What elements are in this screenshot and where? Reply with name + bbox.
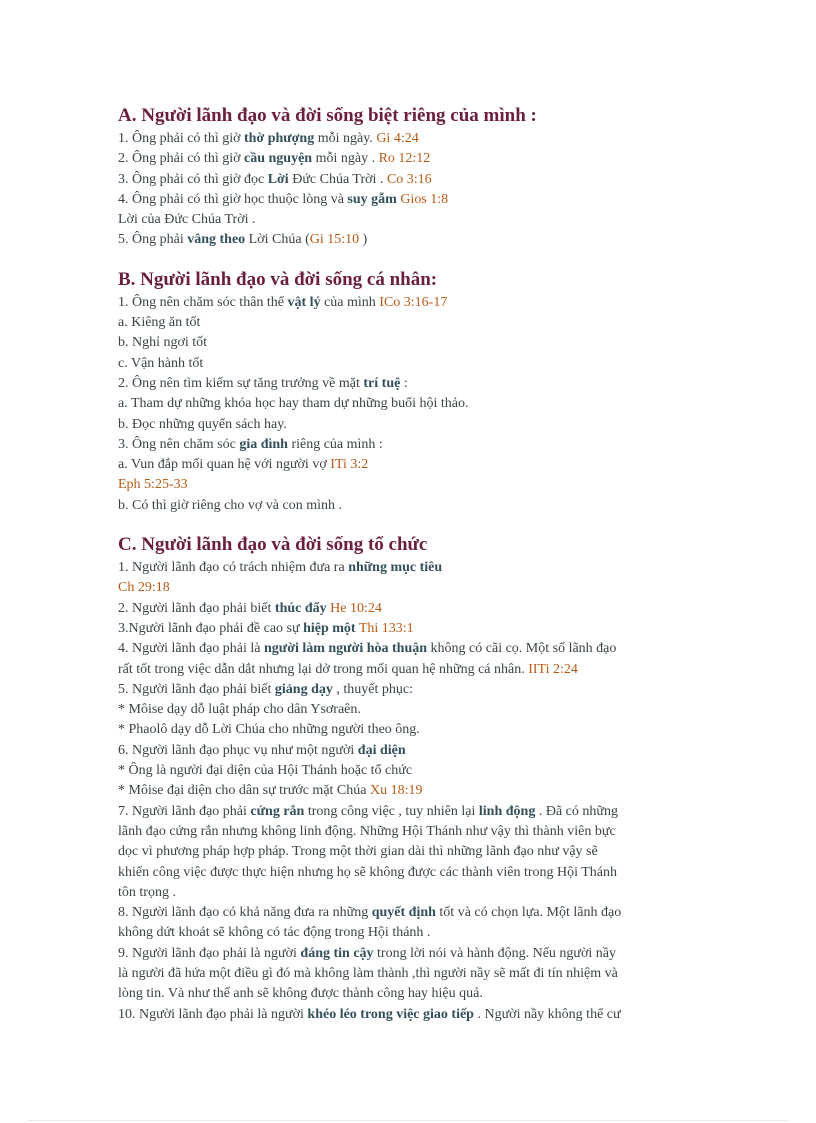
text-run: Đức Chúa Trời . [288,171,387,187]
text-run: 4. Người lãnh đạo phải là [118,641,265,657]
text-line [118,923,708,943]
text-run: * Ông là người đại diện của Hội Thánh hoặc tổ chức [118,763,413,779]
text-run: b. Có thì giờ riêng cho vợ và con mình . [118,497,342,513]
text-line [118,293,708,313]
emphasis-term: những mục tiêu [348,560,443,576]
text-run: mỗi ngày . [312,151,379,167]
text-run: a. Tham dự những khóa học hay tham dự những buổi hội thảo. [118,396,469,412]
text-line [118,1005,708,1025]
text-line [118,822,708,842]
text-run: 9. Người lãnh đạo phải là người [118,945,301,961]
text-line [118,129,708,149]
scripture-reference: Ro 12:12 [378,151,431,167]
emphasis-term: thờ phượng [244,131,315,146]
text-run: . Người nầy không thể cư [473,1006,621,1022]
text-line [118,313,708,333]
text-run: ) [359,232,368,248]
text-run: Lời của Đức Chúa Trời . [118,212,256,228]
text-run: 3. Ông nên chăm sóc [118,436,240,452]
emphasis-term: vâng theo [187,232,246,248]
text-line [118,578,708,598]
text-run: 2. Người lãnh đạo phải biết [118,600,275,616]
text-run: , thuyết phục: [332,681,413,697]
scripture-reference: Gios 1:8 [400,191,449,207]
emphasis-term: cầu nguyện [244,151,313,167]
text-run: là người đã hứa một điều gì đó mà không làm thành ,thì người nầy sẽ mất đi tín nhiệm và [118,965,618,981]
text-line [118,455,708,475]
scripture-reference: Eph 5:25-33 [118,477,188,493]
text-run: khiến công việc được thực hiện nhưng họ sẽ không được các thành viên trong Hội Thánh [118,864,618,880]
text-line [118,903,708,923]
text-run: * Môise đại diện cho dân sự trước mặt Chúa [118,783,370,799]
text-run: 1. Người lãnh đạo có trách nhiệm đưa ra [118,560,349,576]
emphasis-term: cứng rắn [250,803,305,819]
text-line [118,761,708,781]
text-line [118,863,708,883]
text-run: 1. Ông phải có thì giờ [118,131,244,146]
text-run: Lời Chúa ( [245,232,310,248]
text-line [118,374,708,394]
text-run: riêng của mình : [287,436,383,452]
text-run: 5. Người lãnh đạo phải biết [118,681,275,697]
text-line [118,619,708,639]
scripture-reference: Gi 4:24 [376,131,419,146]
text-line [118,700,708,720]
text-run: b. Đọc những quyển sách hay. [118,416,287,432]
scripture-reference: Xu 18:19 [369,783,423,799]
text-run: 6. Người lãnh đạo phục vụ như một người [118,742,358,758]
text-line [118,741,708,761]
text-line [118,149,708,169]
text-line [118,639,708,659]
emphasis-term: giảng dạy [274,681,333,697]
text-run: . Đã có những [535,803,618,819]
scripture-reference: Gi 15:10 [309,232,360,248]
text-line [118,210,708,230]
text-run: trong công việc , tuy nhiên lại [304,803,479,819]
text-line [118,599,708,619]
emphasis-term: linh động [478,803,536,819]
emphasis-term: đại diện [357,742,406,758]
text-run: 2. Ông phải có thì giờ [118,151,244,167]
text-line [118,558,708,578]
text-run: 10. Người lãnh đạo phải là người [118,1006,308,1022]
text-run: a. Kiêng ăn tốt [118,315,201,331]
scripture-reference: Thi 133:1 [358,620,414,636]
section-heading: B. Người lãnh đạo và đời sống cá nhân: [118,268,438,290]
text-line [118,230,708,250]
emphasis-term: người làm người hòa thuận [264,641,428,657]
text-run: c. Vận hành tốt [118,355,204,371]
text-run: b. Nghỉ ngơi tốt [118,335,208,351]
scripture-reference: Ch 29:18 [118,580,170,596]
text-run: 5. Ông phải [118,232,188,248]
emphasis-term: quyết định [371,905,436,921]
text-line [118,190,708,210]
text-line [118,475,708,495]
text-run: tôn trọng . [118,884,176,900]
text-run: của mình [320,294,380,310]
text-run: * Phaolô dạy dỗ Lời Chúa cho những người theo ông. [118,722,420,738]
text-line [118,883,708,903]
text-run: : [400,375,408,391]
section-heading: C. Người lãnh đạo và đời sống tổ chức [118,534,428,556]
section-c [118,532,708,1025]
text-run: 2. Ông nên tìm kiếm sự tăng trưởng về mặt [118,375,364,391]
text-run: lòng tin. Và như thế anh sẽ không được thành công hay hiệu quả. [118,986,483,1002]
text-run: 3.Người lãnh đạo phải đề cao sự [118,620,304,636]
text-run: 1. Ông nên chăm sóc thân thể [118,294,288,310]
text-line [118,680,708,700]
section-a [118,103,708,251]
text-run: a. Vun đắp mối quan hệ với người vợ [118,457,331,473]
emphasis-term: thúc đẩy [274,600,327,616]
text-line [118,333,708,353]
text-line [118,415,708,435]
text-line [118,781,708,801]
text-line [118,435,708,455]
emphasis-term: suy gẫm [347,191,397,207]
section-lines [118,129,708,251]
text-run: không có cãi cọ. Một số lãnh đạo [427,641,617,657]
scripture-reference: ICo 3:16-17 [379,294,448,310]
scripture-reference: He 10:24 [330,600,382,616]
text-line [118,170,708,190]
emphasis-term: gia đình [239,436,288,452]
section-b [118,267,708,516]
text-run: rất tốt trong việc dẫn dắt nhưng lại dở trong mối quan hệ những cá nhân. [118,661,529,677]
text-run: 4. Ông phải có thì giờ học thuộc lòng và [118,191,348,207]
scripture-reference: IITi 2:24 [528,661,578,677]
emphasis-term: hiệp một [303,620,356,636]
section-lines [118,558,708,1025]
text-run: trong lời nói và hành động. Nếu người nầy [373,945,617,961]
text-run: không dứt khoát sẽ không có tác động trong Hội thánh . [118,925,431,941]
page-border [28,1120,788,1121]
text-line [118,964,708,984]
section-heading: A. Người lãnh đạo và đời sống biệt riêng của mình : [118,105,537,126]
text-line [118,354,708,374]
scripture-reference: Co 3:16 [386,171,432,187]
emphasis-term: trí tuệ [363,375,401,391]
text-line [118,394,708,414]
text-run: dọc vì phương pháp hợp pháp. Trong một thời gian dài thì những lãnh đạo như vậy sẽ [118,844,598,860]
scripture-reference: ITi 3:2 [330,457,369,473]
text-run: mỗi ngày. [314,131,377,146]
emphasis-term: Lời [267,171,289,187]
text-run: tốt và có chọn lựa. Một lãnh đạo [435,905,622,921]
text-line [118,660,708,680]
emphasis-term: vật lý [287,294,321,310]
text-run: lãnh đạo cứng rắn nhưng không linh động. Những Hội Thánh như vậy thì thành viên bực [118,823,616,839]
text-run: 3. Ông phải có thì giờ đọc [118,171,268,187]
emphasis-term: khéo léo trong việc giao tiếp [307,1006,474,1022]
text-line [118,984,708,1004]
text-line [118,720,708,740]
text-line [118,802,708,822]
section-lines [118,293,708,516]
emphasis-term: đáng tin cậy [300,945,374,961]
text-run: * Môise dạy dỗ luật pháp cho dân Ysơraên. [118,702,361,718]
text-line [118,842,708,862]
text-line [118,944,708,964]
document-body [118,103,708,1041]
text-line [118,496,708,516]
text-run: 7. Người lãnh đạo phải [118,803,251,819]
text-run: 8. Người lãnh đạo có khả năng đưa ra những [118,905,372,921]
